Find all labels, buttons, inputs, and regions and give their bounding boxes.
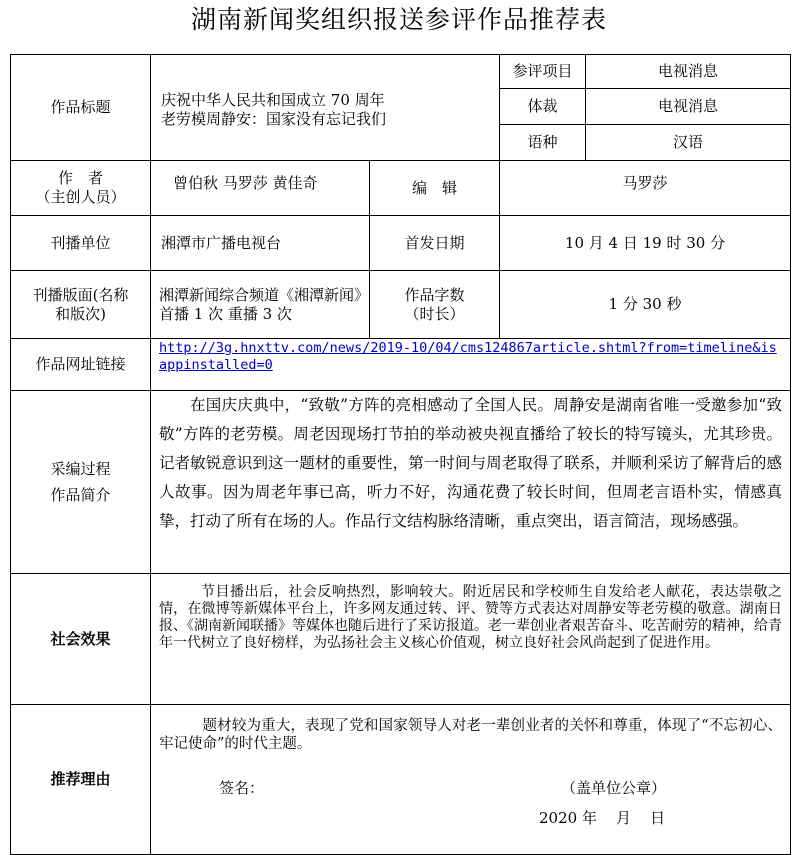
effect-text: 节目播出后，社会反响热烈，影响较大。附近居民和学校师生自发给老人献花，表达崇敬之情，在微博等新媒体平台上，许多网友通过转、评、赞等方式表达对周静安等老劳模的敬意。湖南日报、《湖南新闻联播》等媒体也随后进行了采访报道。老一辈创业者艰苦奋斗、吃苦耐劳的精神，给青年一代树立了良好榜样，为弘扬社会主义核心价值观，树立良好社会风尚起到了促进作用。 — [159, 584, 783, 651]
process-label-line2: 作品简介 — [50, 486, 111, 504]
layout-label — [11, 271, 151, 339]
title-value-line1: 庆祝中华人民共和国成立 70 周年 — [161, 90, 385, 109]
effect-label: 社会效果 — [11, 574, 151, 705]
signature-label: 签名： — [219, 779, 265, 797]
meta-label-project: 参评项目 — [500, 55, 586, 89]
layout-value: 湘潭新闻综合频道《湘潭新闻》首播 1 次 重播 3 次 — [151, 271, 370, 339]
first-date-label: 首发日期 — [370, 216, 500, 271]
seal-label: （盖单位公章） — [561, 779, 667, 797]
author-value: 曾伯秋 马罗莎 黄佳奇 — [151, 161, 370, 216]
layout-label-line2: 和版次) — [55, 304, 106, 323]
author-label-line1: 作 者 — [57, 169, 103, 187]
word-count-label-line2: （时长） — [404, 304, 465, 323]
meta-value-project: 电视消息 — [586, 55, 791, 89]
layout-label-line1: 刊播版面(名称 — [32, 285, 129, 304]
recommend-label: 推荐理由 — [11, 705, 151, 855]
process-text: 在国庆庆典中，“致敬”方阵的亮相感动了全国人民。周静安是湖南省唯一受邀参加“致敬”方阵的老劳模。周老因现场打节拍的举动被央视直播给了较长的特写镜头，尤其珍贵。记者敏锐意识到这一题材的重要性，第一时间与周老取得了联系，并顺利采访了解背后的感人故事。因为周老年事已高，听力不好，沟通花费了较长时间，但周老言语朴实，情感真挚，打动了所有在场的人。作品行文结构脉络清晰，重点突出，语言简洁，现场感强。 — [159, 396, 783, 530]
duration-value: 1 分 30 秒 — [500, 271, 791, 339]
recommendation-form-table — [10, 54, 791, 855]
url-cell — [151, 339, 791, 391]
unit-value: 湘潭市广播电视台 — [151, 216, 370, 271]
title-value-line2: 老劳模周静安：国家没有忘记我们 — [161, 109, 387, 128]
process-label-line1: 采编过程 — [50, 460, 111, 478]
meta-label-language: 语种 — [500, 125, 586, 161]
title-value — [151, 55, 500, 161]
author-label — [11, 161, 151, 216]
date-line: 2020 年 月 日 — [539, 809, 666, 827]
recommend-cell — [151, 705, 791, 855]
word-count-label — [370, 271, 500, 339]
process-label — [11, 391, 151, 574]
unit-label: 刊播单位 — [11, 216, 151, 271]
meta-value-genre: 电视消息 — [586, 89, 791, 125]
meta-label-genre: 体裁 — [500, 89, 586, 125]
url-label: 作品网址链接 — [11, 339, 151, 391]
recommend-text: 题材较为重大，表现了党和国家领导人对老一辈创业者的关怀和尊重，体现了“不忘初心、牢记使命”的时代主题。 — [159, 718, 783, 752]
editor-value: 马罗莎 — [500, 161, 791, 216]
meta-value-language: 汉语 — [586, 125, 791, 161]
effect-text-cell — [151, 574, 791, 705]
editor-label: 编 辑 — [370, 161, 500, 216]
form-title: 湖南新闻奖组织报送参评作品推荐表 — [190, 5, 607, 34]
work-url-link[interactable]: http://3g.hnxttv.com/news/2019-10/04/cms124867article.shtml?from=timeline&isappinstalled=0 — [159, 340, 777, 373]
word-count-label-line1: 作品字数 — [404, 285, 465, 304]
title-label: 作品标题 — [11, 55, 151, 161]
author-label-line2: （主创人员） — [35, 188, 126, 206]
first-date-value: 10 月 4 日 19 时 30 分 — [500, 216, 791, 271]
process-text-cell — [151, 391, 791, 574]
